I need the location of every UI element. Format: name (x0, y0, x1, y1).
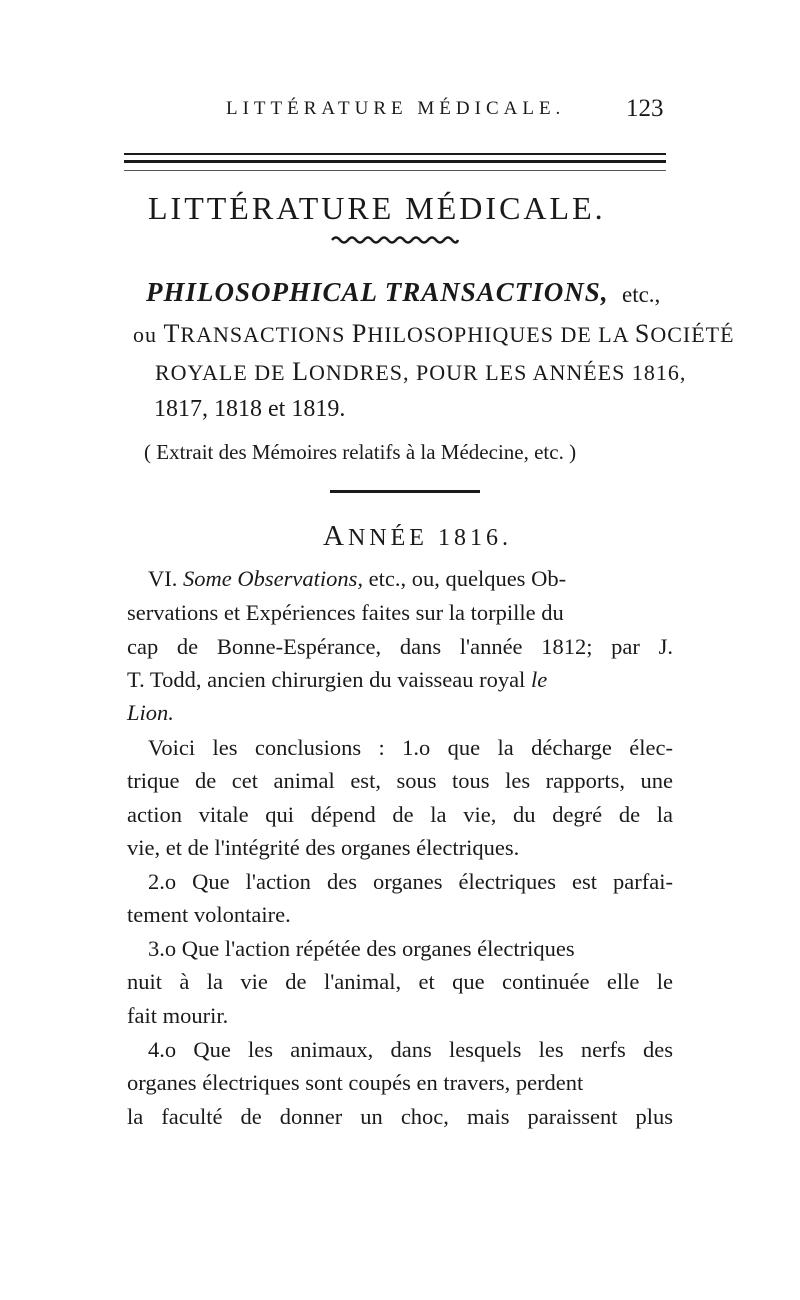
header-rule-hairline (124, 170, 666, 171)
text-line: vie, et de l'intégrité des organes électriques. (127, 835, 520, 860)
text-span: VI. (148, 566, 183, 591)
text-span: etc., ou, quelques Ob- (362, 566, 567, 591)
subtitle-cap: P (351, 319, 368, 348)
journal-title: PHILOSOPHICAL TRANSACTIONS, (146, 277, 609, 307)
page-number: 123 (626, 95, 664, 122)
text-line: cap de Bonne-Espérance, dans l'année 1812; par J. (127, 634, 673, 659)
subtitle-text: ou (133, 322, 164, 347)
subtitle-cap: S (634, 319, 651, 348)
text-line: nuit à la vie de l'animal, et que continuée elle le (127, 969, 673, 994)
text-line: fait mourir. (127, 1003, 229, 1028)
subtitle-text: HILOSOPHIQUES DE LA (367, 322, 635, 347)
header-rule-thick (124, 160, 666, 163)
header-rule-thin (124, 153, 666, 155)
subtitle-text: ONDRES, POUR LES ANNÉES 1816, (309, 360, 687, 385)
section-divider (330, 490, 480, 493)
subtitle-cap: L (292, 357, 309, 386)
text-italic: Some Observations, (183, 566, 363, 591)
year-heading-cap: A (323, 520, 348, 552)
subtitle-cap: T (163, 319, 181, 348)
subtitle-line-2 (155, 357, 686, 387)
text-line: 4.o Que les animaux, dans lesquels les nerfs des (148, 1037, 673, 1062)
subtitle-text: ROYALE DE (155, 360, 293, 385)
wavy-ornament (330, 234, 460, 246)
text-line (148, 566, 566, 592)
text-line: Lion. (127, 700, 174, 725)
text-line: servations et Expériences faites sur la torpille du (127, 600, 564, 625)
text-line: la faculté de donner un choc, mais paraissent plus (127, 1104, 673, 1129)
text-line: tement volontaire. (127, 902, 291, 927)
running-title: LITTÉRATURE MÉDICALE. (226, 98, 566, 119)
subtitle-text: RANSACTIONS (180, 322, 352, 347)
journal-title-suffix: etc., (622, 282, 661, 307)
text-italic: le (530, 667, 548, 692)
text-line (127, 667, 547, 693)
text-line: action vitale qui dépend de la vie, du degré de la (127, 802, 673, 827)
subtitle-line-3: 1817, 1818 et 1819. (154, 396, 346, 422)
year-heading (323, 520, 512, 553)
text-line: 2.o Que l'action des organes électriques est parfai- (148, 869, 673, 894)
text-line: 3.o Que l'action répétée des organes électriques (148, 936, 575, 961)
year-heading-text: NNÉE 1816. (347, 525, 512, 551)
text-line: Voici les conclusions : 1.o que la décharge élec- (148, 735, 673, 760)
subtitle-text: OCIÉTÉ (650, 322, 735, 347)
section-title: LITTÉRATURE MÉDICALE. (148, 190, 606, 226)
text-line: trique de cet animal est, sous tous les rapports, une (127, 768, 673, 793)
text-span: T. Todd, ancien chirurgien du vaisseau royal (127, 667, 531, 692)
text-line: organes électriques sont coupés en travers, perdent (127, 1070, 584, 1095)
subtitle-line-1 (133, 319, 735, 349)
extract-note: ( Extrait des Mémoires relatifs à la Médecine, etc. ) (144, 440, 577, 464)
